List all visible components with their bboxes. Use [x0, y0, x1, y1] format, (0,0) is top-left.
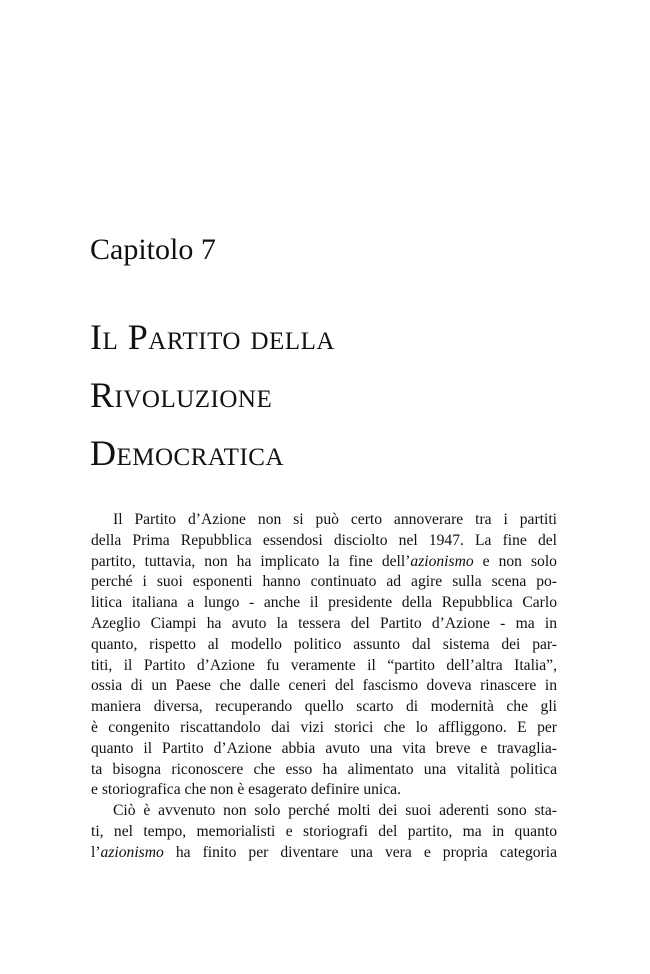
paragraph-line: perché i suoi esponenti hanno continuato ad agire sulla scena po- — [91, 573, 557, 591]
chapter-title-line-3: Democratica — [90, 433, 285, 473]
paragraph-line: Azeglio Ciampi ha avuto la tessera del Partito d’Azione - ma in — [91, 614, 557, 632]
chapter-title-line-1: Il Partito della — [90, 317, 335, 357]
paragraph-line: della Prima Repubblica essendosi disciolto nel 1947. La fine del — [91, 531, 557, 549]
paragraph-line: ossia di un Paese che dalle ceneri del fascismo doveva rinascere in — [91, 677, 557, 695]
paragraph-line: quanto il Partito d’Azione abbia avuto una vita breve e travaglia- — [91, 739, 557, 757]
text-run: e non solo — [473, 552, 557, 570]
body-text — [91, 510, 557, 864]
paragraph-line: è congenito riscattandolo dai vizi storici che lo affliggono. E per — [91, 718, 557, 736]
paragraph-line: Il Partito d’Azione non si può certo annoverare tra i partiti — [113, 511, 557, 528]
paragraph-line — [91, 552, 557, 573]
paragraph-line: ta bisogna riconoscere che esso ha alimentato una vitalità politica — [91, 760, 557, 778]
text-run: l’ — [91, 843, 101, 861]
paragraph-line: Ciò è avvenuto non solo perché molti dei suoi aderenti sono sta- — [113, 802, 557, 820]
paragraph-line: e storiografica che non è esagerato definire unica. — [91, 781, 401, 799]
paragraph-line: litica italiana a lungo - anche il presidente della Repubblica Carlo — [91, 594, 557, 612]
italic-term: azionismo — [100, 843, 164, 861]
paragraph-line — [91, 843, 557, 864]
chapter-title — [90, 308, 560, 482]
paragraph-line: titi, il Partito d’Azione fu veramente il “partito dell’altra Italia”, — [91, 656, 557, 674]
text-run: partito, tuttavia, non ha implicato la fine dell’ — [91, 552, 411, 570]
text-run: ha finito per diventare una vera e propria categoria — [163, 843, 557, 861]
italic-term: azionismo — [410, 552, 474, 570]
paragraph-line: ti, nel tempo, memorialisti e storiografi del partito, ma in quanto — [91, 822, 557, 840]
chapter-label: Capitolo 7 — [90, 233, 216, 266]
paragraph-line: maniera diversa, recuperando quello scarto di modernità che gli — [91, 698, 557, 716]
paragraph-line: quanto, rispetto al modello politico assunto dal sistema dei par- — [91, 635, 557, 653]
chapter-title-line-2: Rivoluzione — [90, 375, 273, 415]
